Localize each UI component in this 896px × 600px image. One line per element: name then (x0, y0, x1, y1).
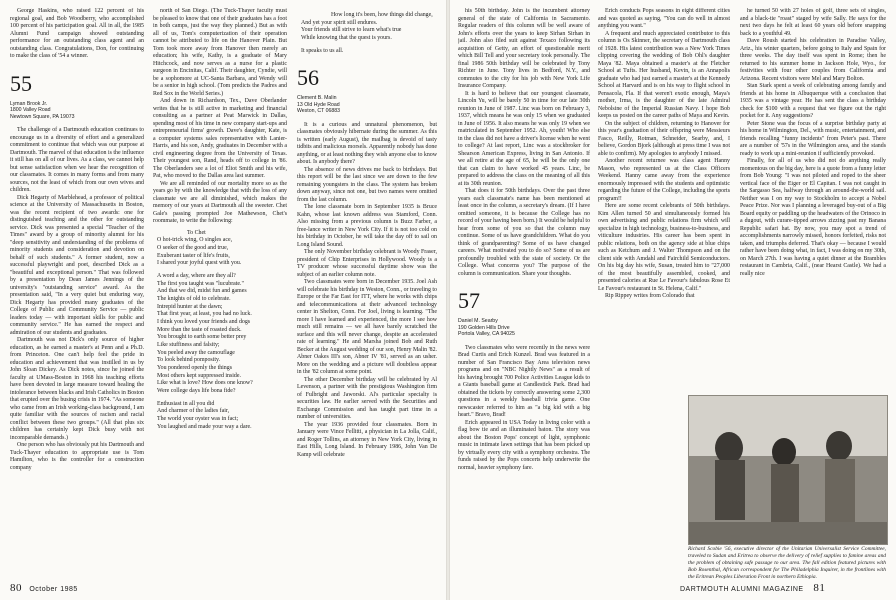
poem-line: Intrepid hunter at the dawn; (157, 303, 223, 310)
poem-continued (297, 12, 437, 55)
paragraph: Two classmates were born in December 1935. Joel Ash will celebrate his birthday in Weston, Conn., or traveling to Europe or the Far East for ITT, where he works with chips and telecommunications at their advanced technology center in Shelton, Conn. For Joel, living is learning. "The more I have learned and experienced, the more I see how much still remains — we all have barely scratched the surface and this will never change, despite an accelerated rate of learning." He and Marsha joined Bob and Ruth Becker at the August wedding of our son, Henry Malin '82. Abner Oakes III's son, Abner IV '81, served as an usher. More on the wedding and a picture will doubtless appear in the '82 column at some point. (297, 279, 437, 376)
class-address-55 (10, 101, 144, 121)
address-line: Weston, CT 06883 (297, 108, 341, 115)
poem-line: Most others kept suppressed inside. (157, 372, 241, 379)
page-number-left: 80 (10, 582, 22, 594)
poem-line: I think you loved your friends and dogs (157, 318, 251, 325)
address-line: Clement B. Malin (297, 95, 337, 102)
paragraph: Rip Rippey writes from Colorado that (605, 293, 695, 299)
paragraph: Stan Stark spent a week of celebrating among family and friends at his home in Albuquerque with a conclusion that 1935 was a vintage year. He has sent the class a birthday check for $100 with a request that we figure out the right pocket for it. Any suggestions? (740, 83, 886, 119)
class-address-56 (297, 95, 437, 115)
news-photo (688, 395, 888, 545)
poem-line: And charmer of the ladies fair, (157, 408, 230, 415)
poem-line: The first you taught was "lucubrate." (157, 280, 244, 287)
paragraph: Dick Hegarty of Marblehead, a professor of political science at the University of Massachusetts in Boston, was the recent recipient of two awards: one for distinguished teaching and the other for outstanding service. Dick was presented a special "Teacher of the Times" award by a group of minority alumni for his "deep sensitivity and understanding of the problems of minority students and consideration and devotion on behalf of such students." A former student, now a successful playwright and poet, described Dick as a "beautiful and exceptional person." That was followed by a presentation by Dean James Jennings of the university's "outstanding service" award. As the presentation said, "In a very quiet but enduring way, Dick Hegarty has provided many graduates of the College of Public and Community Service — public leaders today — with important skills for public and community service." He has earned the respect and admiration of our students and graduates. (10, 194, 144, 336)
paragraph: It is a curious and unnatural phenomenon, but classmates obviously hibernate during the summer. As this is written (early August), the mailbag is devoid of tasty tidbits and malicious morsels. Apparently nobody has done anything, or at least nothing they wish anyone else to know about. Is anybody there? (297, 121, 437, 166)
poem-line: You brought to earth some better prey (157, 334, 247, 341)
poem-line: And yet your spirit still endures. (301, 19, 378, 26)
r-col3-paras (740, 8, 886, 278)
paragraph: One person who has obviously put his Dartmouth and Tuck-Thayer education to appropriate use is Tom Hamilton, who is the controller for a construction company (10, 442, 144, 471)
poem-line: O seeker of the good and true, (157, 244, 229, 251)
address-line: Newtown Square, PA 19073 (10, 113, 75, 120)
paragraph: he turned 50 with 27 holes of golf, three sets of singles, and a black-tie "roast" staged by wife Sally. He says for the next two days he felt at least 60 years old before snapping back to a youthful 49. (740, 8, 886, 37)
poem-line: It speaks to us all. (301, 47, 344, 54)
magazine-name: DARTMOUTH ALUMNI MAGAZINE (680, 586, 804, 593)
paragraph: Dartmouth was not Dick's only source of higher education, as he earned a master's at Penn and a Ph.D. from Princeton. One can't help feel the pride in education and achievement that was instilled in us by John Sloan Dickey. As Dick notes, since he joined the faculty at UMass-Boston in 1968 his teaching efforts have been devoted in large measure toward healing the intolerance between blacks and Irish Catholics in Boston that erupted over the busing crisis in 1974. "As someone who came from an Irish working-class background, I am quite familiar with the sources of racism and racial conflict between these two groups." (All that plus six children has certainly kept Dick busy with not incomparable demands.) (10, 337, 144, 441)
paragraph: George Haskins, who raised 122 percent of his regional goal, and Bob Woodberry, who accomplished 100 percent of his participation goal. All in all, the 1985 Alumni Fund campaign showed outstanding performance for an outstanding class agent and an outstanding class. Congratulations, Don, for continuing to make the class of '54 a winner. (10, 8, 144, 59)
issue-date: October 1985 (29, 586, 78, 593)
paragraph: Another recent returnee was class agent Hanny Mason, who represented us at the Class Officers Weekend. Hanny came away from the experience enormously impressed with the students and optimistic regarding the future of the College, including the sports program!! (598, 158, 730, 202)
right-footer (680, 582, 825, 594)
poem-line: The knights of old to celebrate. (157, 295, 231, 302)
address-line: 13 Old Hyde Road (297, 101, 340, 108)
paragraph: That does it for 50th birthdays. Over the past three years each classmate's name has been mentioned at least once in the column, a secretary's dream. (If I have omitted someone, it is because the College has no record of your having been born.) It would be helpful to hear from some of you so that the column may continue. Some of us have grandchildren. What do you think of grandparenting? Some of us have changed careers. What motivated you to do so? Some of us are profoundly troubled with the state of society. Or the College. What concerns you? The purpose of the column is communication. Share your thoughts. (458, 188, 590, 277)
col1-paras-2 (10, 127, 144, 472)
paragraph: Dave Roush started his celebration in Paradise Valley, Ariz., his winter quarters, before going to Italy and Spain for three weeks. The day itself was spent in Rome; then he returned to his summer home in Jackson Hole, Wyo., for festivities with four other couples from California and Arizona. Recent visitors were Mel and Mary Bolton. (740, 38, 886, 82)
col3-paras (297, 122, 437, 460)
paragraph: his 50th birthday. John is the incumbent attorney general of the state of California in Sacramento. Regular readers of this column will be well aware of John's efforts over the years to keep Sirhan Sirhan in jail. John also filed suit against Texaco following its acquisition of Getty, an effort of questionable merit which Bill Tell and your secretary took personally. The final 1986 50th birthday will be celebrated by Tony Richter in June. Tony lives in Bedford, N.Y., and commutes to the city for his job with New York Life Insurance Company. (458, 8, 590, 89)
paragraph: Erich conducts Pops seasons in eight different cities and was quoted as saying, "You can do well in almost anything you want." (598, 8, 730, 29)
right-col-1 (458, 8, 590, 563)
poem-line: Were college days life bona fide? (157, 387, 236, 394)
left-col-2 (153, 8, 287, 563)
poem-title: To Chet (187, 229, 206, 236)
paragraph: north of San Diego. (The Tuck-Thayer faculty must be pleased to know that one of their graduates has a foot in both camps, just the way they planned.) But as with all of us, Tom's computerization of their operation cannot be attributed to life on the Hanover Plain. But Tom took more away from Hanover then merely an education; his wife, Kathy, is a graduate of Mary Hitchcock, and now serves as a nurse for a plastic surgeon in Encinitas, Calif. Their daughter, Cyndie, will be a sophomore at UC-Santa Barbara, and Wendy will be a senior in high school. (Tom predicts the Padres and Red Sox in the World Series.) (153, 8, 287, 97)
paragraph: Finally, for all of us who did not do anything really momentous on the big day, here is a quote from a funny letter from Bob Young: "I was not piloted and roped to the sheer vertical face of the Eiger or El Capitan. I was not caught in the Sargasso Sea, halfway through an around-the-world sail. Neither was I on my way to Stockholm to accept a Nobel Peace Prize. Nor was I planning a leveraged buy-out of a Big Board equity or paddling up the headwaters of the Orinoco in a dugout, with curare-tipped arrows zizzing past my Banana Republic safari hat. By now, you may spot a trend of accomplishments narrowly missed, honors forfeited, risks not taken, and triumphs deferred. That's okay — because I would rather have been doing what, in fact, I was doing on my 30th, on March 27th. I was having a quiet dinner at the Brambles restaurant in Cambria, Calif., (near Hearst Castle). We had a really nice (740, 158, 886, 277)
paragraph: Here are some recent celebrants of 50th birthdays. Kim Allen turned 50 and simultaneously formed his own advertising and public relations firm which will specialize in high technology, business-to-business, and viticulture industries. His career has been spent in public relations, both on the agency side at blue chips such as Ketchum and J. Walter Thompson and on the client side with Amdahl and Fairchild Semiconductors. On his big day his wife, Susan, treated him to "27,000 of the most beautifully assembled, cooked, and presented calories at Rue Le Favour's fabulous Rose Et Le Favour's restaurant in St. Helena, Calif." (598, 203, 730, 292)
left-col-1 (10, 8, 144, 563)
address-line: Portola Valley, CA 94025 (458, 331, 515, 337)
poem-line: And that we did, midst fun and games (157, 288, 247, 295)
poem-line: O hot-trick wing, O singles ace, (157, 237, 233, 244)
photo-illustration-icon (689, 396, 887, 544)
poem-title: How long it's been, how things did change, (331, 12, 433, 18)
paragraph: Erich appeared in USA Today in living color with a flag bow tie and an illuminated baton. The story was about the Boston Pops' concept of light, symphonic music in intimate lawn settings that has been picked up by virtually every city with a symphony orchestra. The funds raised by the Pops concerts help underwrite the normal, heavier symphony fare. (458, 419, 590, 471)
paragraph: Peter Stone was the focus of a surprise birthday party at his home in Wilmington, Del., with music, entertainment, and friends recalling "funny incidents" from Peter's past. There are a number of '57s in the Wilmington area, and the stands ready to work up a mini-reunion if sufficiently provoked. (740, 120, 886, 157)
r-col1-paras (458, 8, 590, 278)
poem-line: To look behind pomposity. (157, 357, 221, 364)
poem-line: You pondered openly the things (157, 364, 232, 371)
col2-paras (153, 8, 287, 226)
poem-line: Enthusiast in all you did (157, 400, 215, 407)
paragraph: The challenge of a Dartmouth education continues to encourage us in a diversity of effort and a generalized commitment to continue that which was our purpose at Dartmouth. The marvel of that education is the influence it still has on all of our lives. As a class, we cannot help but sense satisfaction when we hear the recognition of our classmates. It comes in many forms and from many sources, not the least of which from our own wives and children. (10, 127, 144, 193)
col1-paras (10, 8, 144, 61)
address-line: Lyman Brook Jr. (10, 100, 48, 107)
paragraph: And down in Richardson, Tex., Dave Oberlander writes that he is still active in marketing and financial consulting as a partner at Peat Marwick in Dallas, spending most of his time in new company start-ups and entrepreneurial firms' growth. Dave's daughter, Kate, is a computer systems sales representative with Lanier-Harris, and his son, Andy, graduates in December with a civil engineering degree from the University of Texas. Their youngest son, Rand, heads off to college in '86. The Oberlanders see a lot of Eliot Smith and his wife, Pat, who moved to the Dallas area last summer. (153, 98, 287, 179)
poem-line: You peeled away the camouflage (157, 349, 235, 356)
r-col2-paras (598, 8, 730, 301)
address-line: Daniel M. Searby (458, 318, 498, 324)
class-number-56: 56 (297, 65, 319, 91)
paragraph: The year 1936 provided four classmates. Born in January were Vince Fellitti, a physician in La Jolla, Calif., and Roger Tollins, an attorney in New York City, living in East Hills, Long Island. In February 1986, John Van De Kamp will celebrate (297, 421, 437, 458)
paragraph: The other December birthday will be celebrated by Al Levenson, a partner with the prestigious Washington firm of Fulbright and Jaworski. Al's particular specialty is securities law. He earlier served with the Securities and Exchange Commission and has taught part time in a number of universities. (297, 376, 437, 421)
class-number-55: 55 (10, 70, 32, 96)
paragraph: On the subject of children, returning to Hanover for this year's graduation of their offspring were Messieurs Fasco, Reilly, Rotman, Schneider, Searby, and, I believe, Gordon Bjork (although at press time I was not able to confirm). My apologies to anybody I missed. (598, 120, 730, 157)
poem-line: That first year, at least, you had no luck. (157, 311, 252, 318)
left-col-3 (297, 8, 437, 563)
class-address-57 (458, 318, 590, 338)
paragraph: The lone classmate born in September 1935 is Bruce Kahn, whose last known address was Stamford, Conn. Also missing from a previous column is Buzz Farber, a free-lance writer in New York City. If it is not too cold on his birthday in October, he will take the day off to sail on Long Island Sound. (297, 204, 437, 248)
paragraph: We are all reminded of our mortality more so as the years go by with the knowledge that with the loss of any classmate we are all diminished, which makes the memory of our years at Dartmouth all the sweeter. Chet Gale's passing prompted Joe Mathewson, Chet's roommate, to write the following: (153, 180, 287, 224)
poem-line: Like stuffiness and falsity; (157, 341, 220, 348)
poem-line: Your friends still strive to learn what's true (301, 27, 402, 34)
page-number-right: 81 (813, 582, 826, 594)
poem-line: You laughed and made your way a dare. (157, 423, 252, 430)
poem-to-chet (153, 230, 287, 432)
paragraph: Two classmates who were recently in the news were Brad Curtis and Erich Kunzel. Brad was featured in a number of San Francisco Bay Area television news programs and on "NBC Nightly News" as a result of his having brought 700 Police Activities League kids to a Giants baseball game at Candlestick Park. Brad had obtained the tickets by correctly answering some 2,300 questions in a weekly baseball trivia game. One newscaster referred to him as "a big kid with a big heart." Bravo, Brad! (458, 344, 590, 418)
left-footer (10, 582, 78, 594)
address-line: 190 Golden Hills Drive (458, 324, 510, 331)
address-line: 1800 Valley Road (10, 107, 51, 113)
left-page (0, 0, 446, 600)
poem-line: Exuberant taster of life's fruits, (157, 252, 230, 259)
poem-line: The world your oyster was in fact; (157, 415, 239, 422)
poem-line: A word a day, where are they all? (157, 272, 236, 279)
paragraph: The only November birthday celebrant is Woody Fraser, president of Chip Enterprises in Hollywood. Woody is a TV producer whose successful daytime show was the subject of an earlier column note. (297, 249, 437, 278)
right-col-3 (740, 8, 886, 388)
poem-line: Like what is love? How does one know? (157, 380, 253, 387)
paragraph: It is hard to believe that our youngest classmate, Lincoln Yu, will be barely 50 in time for our late 30th reunion in June of 1987. Linc was born on February 3, 1937, which means he was only 15 when we graduated in June of 1956. It also means he was only 19 when we matriculated in September 1952. Ah, youth! Who else in the class did not have a driver's license when he went to college? At last report, Linc was a stockbroker for Shearson American Express, living in San Antonio. If we all retire at the age of 65, he will be the only one that can claim to have worked 45 years. Linc, be prepared to address the class on the meaning of all this at its 30th reunion. (458, 90, 590, 187)
poem-line: More than the taste of roasted duck. (157, 326, 242, 333)
r-col1-paras-2 (458, 345, 590, 473)
poem-line: While knowing that the quest is yours. (301, 35, 392, 42)
class-number-57: 57 (458, 288, 480, 313)
paragraph: The absence of news drives me back to birthdays. But this report will be the last since we are down to the few remaining youngsters in the class. The system has broken down anyway, since not one, but two names were omitted from the last column. (297, 166, 437, 203)
photo-caption: Richard Scobie '56, executive director of the Unitarian Universalist Service Committee, traveled to Sudan and Eritrea to observe the delivery of relief supplies to famine areas and the problem of obtaining safe passage to our area. The fall edition featured pictures with Bob Rosenthal, African correspondent for The Philadelphia Inquirer, in the frontlines with the Eritrean Peoples Liberation Front in northern Ethiopia. (688, 546, 886, 581)
poem-line: I shared your joyful quest with you. (157, 260, 242, 267)
paragraph: A frequent and much appreciated contributor to this column is Os Skinner, the secretary of Dartmouth class of 1928. His latest contribution was a New York Times clipping covering the wedding of Bob Ohl's daughter Maya '82. Maya obtained a master's at the Fletcher School at Tufts. Her husband, Kevin, is an Annapolis graduate who had just earned a master's at the Kennedy School at Harvard and is on his way to flight school in Pensacola, Fla. If that weren't exotic enough, Maya's mother, Irma, is the daughter of the late Admiral Nebolsine of the Imperial Russian Navy. I hope Bob keeps us posted on the career paths of Maya and Kevin. (598, 30, 730, 119)
